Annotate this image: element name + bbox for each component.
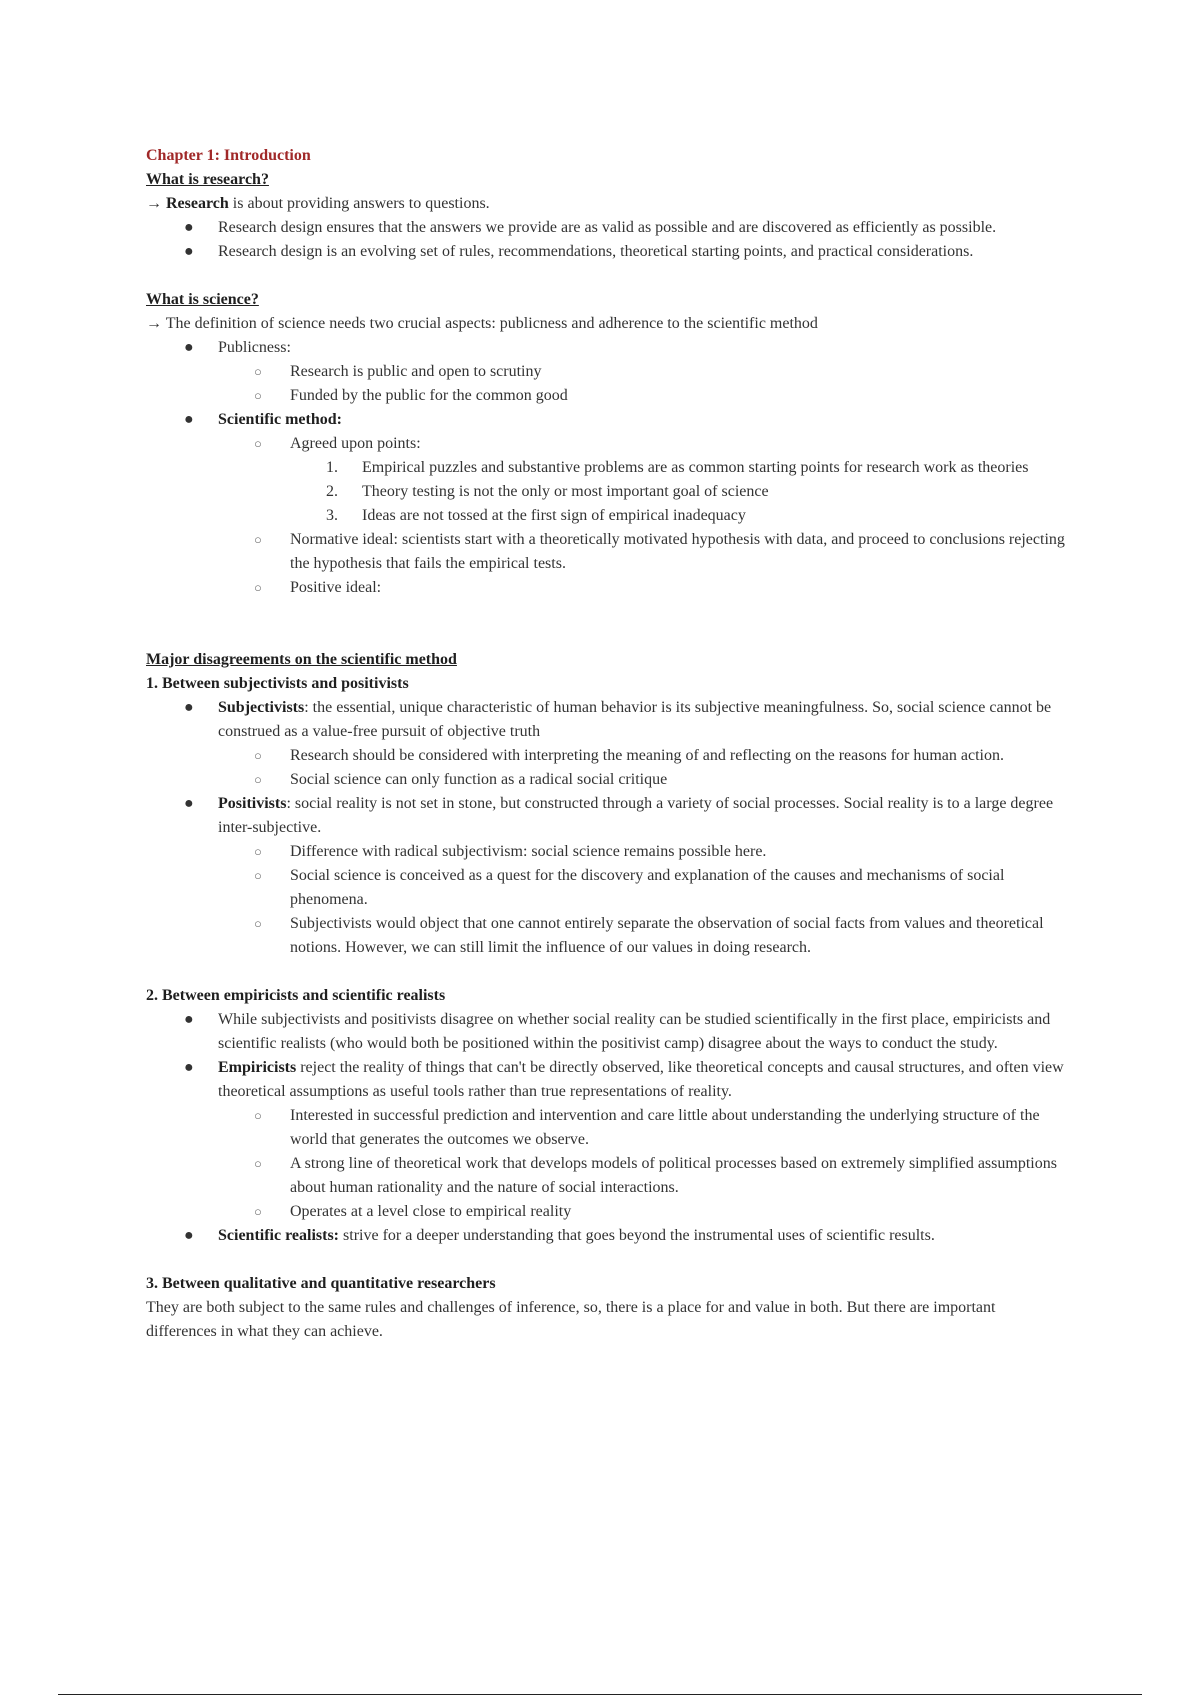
section-heading-disagreements: Major disagreements on the scientific method: [146, 651, 457, 668]
section-heading-science: What is science?: [146, 291, 259, 308]
circle-bullet-icon: ○: [254, 844, 262, 859]
list-item: [146, 336, 1066, 408]
bullet-icon: ●: [184, 1011, 194, 1028]
subheading-empiricists: 2. Between empiricists and scientific realists: [146, 987, 446, 1004]
list-item: [218, 744, 1066, 768]
list-item-text: Research design ensures that the answers we provide are as valid as possible and are discovered as efficiently as possible.: [218, 219, 997, 236]
circle-bullet-icon: ○: [254, 532, 262, 547]
list-item: [146, 696, 1066, 792]
circle-bullet-icon: ○: [254, 868, 262, 883]
empiricists-sublist: [218, 1104, 1066, 1224]
subjectivists-sublist: [218, 744, 1066, 792]
bullet-icon: ●: [184, 411, 194, 428]
list-item-text: Social science is conceived as a quest for the discovery and explanation of the causes and mechanisms of social phenomena.: [290, 867, 1005, 908]
list-item: [218, 1152, 1066, 1200]
agreed-label: Agreed upon points:: [290, 435, 421, 452]
list-number: 1.: [326, 459, 338, 476]
qualitative-text: They are both subject to the same rules and challenges of inference, so, there is a place for and value in both. But there are important differences in what they can achieve.: [146, 1299, 996, 1340]
positivists-bold: Positivists: [218, 795, 287, 812]
list-item: [146, 1224, 1066, 1248]
list-item: [146, 240, 1066, 264]
circle-bullet-icon: ○: [254, 748, 262, 763]
list-item-text: : social reality is not set in stone, but constructed through a variety of social processes. Social reality is to a large degree inter-subjective.: [218, 795, 1054, 836]
list-item-text: Normative ideal: scientists start with a theoretically motivated hypothesis with data, and proceed to conclusions rejecting the hypothesis that fails the empirical tests.: [290, 531, 1065, 572]
science-intro: → The definition of science needs two crucial aspects: publicness and adherence to the scientific method: [146, 315, 818, 332]
subjectivists-bold: Subjectivists: [218, 699, 305, 716]
circle-bullet-icon: ○: [254, 772, 262, 787]
research-list: [146, 216, 1066, 264]
science-list: [146, 336, 1066, 600]
list-item-text: Difference with radical subjectivism: social science remains possible here.: [290, 843, 767, 860]
list-item-text: Positive ideal:: [290, 579, 382, 596]
agreed-numbered-list: [290, 456, 1066, 528]
list-item: [290, 504, 1066, 528]
list-item-text: Research design is an evolving set of rules, recommendations, theoretical starting points, and practical considerations.: [218, 243, 974, 260]
list-item: [146, 792, 1066, 960]
list-item-text: While subjectivists and positivists disagree on whether social reality can be studied scientifically in the first place, empiricists and scientific realists (who would both be positioned within the positivist camp) disagree about the ways to conduct the study.: [218, 1011, 1051, 1052]
list-item: [290, 480, 1066, 504]
list-item-text: reject the reality of things that can't be directly observed, like theoretical concepts and causal structures, and often view theoretical assumptions as useful tools rather than true representations of reality.: [218, 1059, 1064, 1100]
document-page: [146, 144, 1066, 1344]
list-item-text: Operates at a level close to empirical reality: [290, 1203, 572, 1220]
list-item-text: Funded by the public for the common good: [290, 387, 568, 404]
subjectivists-list: [146, 696, 1066, 960]
list-item-text: Interested in successful prediction and intervention and care little about understanding the underlying structure of the world that generates the outcomes we observe.: [290, 1107, 1040, 1148]
list-item: [218, 864, 1066, 912]
list-item: [218, 384, 1066, 408]
page-bottom-rule: [58, 1694, 1142, 1695]
circle-bullet-icon: ○: [254, 1156, 262, 1171]
list-item: [218, 1200, 1066, 1224]
empiricists-list: [146, 1008, 1066, 1248]
circle-bullet-icon: ○: [254, 388, 262, 403]
list-item: [218, 432, 1066, 528]
list-number: 3.: [326, 507, 338, 524]
method-sublist: [218, 432, 1066, 600]
realists-bold: Scientific realists:: [218, 1227, 340, 1244]
list-item: [146, 1008, 1066, 1056]
arrow-icon: →: [146, 195, 162, 212]
chapter-title: Chapter 1: Introduction: [146, 147, 311, 164]
list-item: [218, 576, 1066, 600]
subheading-qualitative: 3. Between qualitative and quantitative researchers: [146, 1275, 496, 1292]
list-item: [218, 1104, 1066, 1152]
list-item: [290, 456, 1066, 480]
circle-bullet-icon: ○: [254, 916, 262, 931]
circle-bullet-icon: ○: [254, 1108, 262, 1123]
research-intro-text: is about providing answers to questions.: [228, 195, 490, 212]
bullet-icon: ●: [184, 243, 194, 260]
research-intro: [146, 192, 1066, 216]
list-item: [218, 528, 1066, 576]
list-item-text: : the essential, unique characteristic of human behavior is its subjective meaningfulness. So, social science cannot be construed as a value-free pursuit of objective truth: [218, 699, 1052, 740]
list-item-text: Social science can only function as a radical social critique: [290, 771, 668, 788]
bullet-icon: ●: [184, 1059, 194, 1076]
publicness-label: Publicness:: [218, 339, 291, 356]
bullet-icon: ●: [184, 795, 194, 812]
list-item-text: Empirical puzzles and substantive problems are as common starting points for research work as theories: [362, 459, 1029, 476]
list-item-text: Ideas are not tossed at the first sign of empirical inadequacy: [362, 507, 746, 524]
list-item: [218, 768, 1066, 792]
circle-bullet-icon: ○: [254, 436, 262, 451]
bullet-icon: ●: [184, 339, 194, 356]
list-item-text: Subjectivists would object that one cannot entirely separate the observation of social facts from values and theoretical notions. However, we can still limit the influence of our values in doing research.: [290, 915, 1044, 956]
list-number: 2.: [326, 483, 338, 500]
research-bold: Research: [166, 195, 229, 212]
list-item-text: A strong line of theoretical work that develops models of political processes based on extremely simplified assumptions about human rationality and the nature of social interactions.: [290, 1155, 1057, 1196]
publicness-sublist: [218, 360, 1066, 408]
list-item: [146, 408, 1066, 600]
scientific-method-label: Scientific method:: [218, 411, 342, 428]
list-item-text: Research is public and open to scrutiny: [290, 363, 542, 380]
list-item: [218, 360, 1066, 384]
bullet-icon: ●: [184, 1227, 194, 1244]
subheading-subjectivists: 1. Between subjectivists and positivists: [146, 675, 409, 692]
circle-bullet-icon: ○: [254, 580, 262, 595]
list-item: [146, 216, 1066, 240]
bullet-icon: ●: [184, 219, 194, 236]
list-item-text: Research should be considered with interpreting the meaning of and reflecting on the reasons for human action.: [290, 747, 1004, 764]
empiricists-bold: Empiricists: [218, 1059, 297, 1076]
list-item: [146, 1056, 1066, 1224]
bullet-icon: ●: [184, 699, 194, 716]
positivists-sublist: [218, 840, 1066, 960]
circle-bullet-icon: ○: [254, 1204, 262, 1219]
list-item-text: Theory testing is not the only or most important goal of science: [362, 483, 769, 500]
list-item-text: strive for a deeper understanding that goes beyond the instrumental uses of scientific results.: [339, 1227, 935, 1244]
list-item: [218, 840, 1066, 864]
circle-bullet-icon: ○: [254, 364, 262, 379]
list-item: [218, 912, 1066, 960]
section-heading-research: What is research?: [146, 171, 269, 188]
